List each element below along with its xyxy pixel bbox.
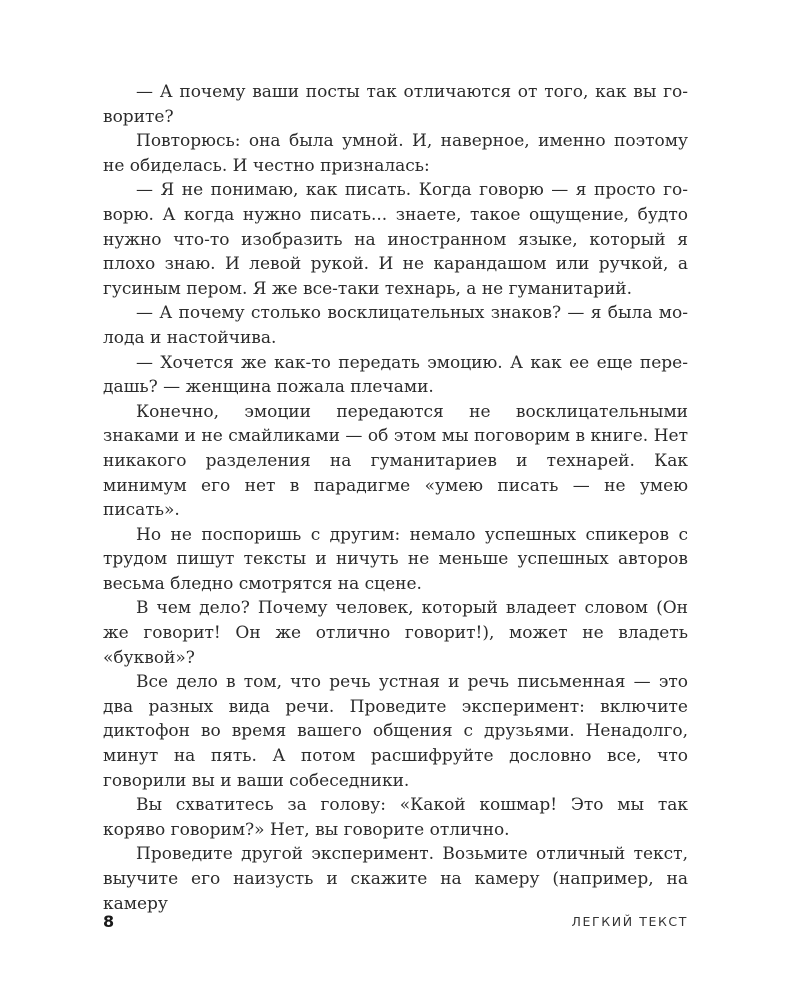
paragraph: — Хочется же как-то передать эмоцию. А как ее еще передашь? — женщина пожала плечами. [103, 352, 688, 398]
paragraph: — Я не понимаю, как писать. Когда говорю — я просто говорю. А когда нужно писать... знаете, такое ощущение, будто нужно что-то изобразить на иностранном языке, который я плохо знаю. И левой рукой. И не карандашом или ручкой, а гусиным пером. Я же все-таки технарь, а не гуманитарий. [103, 180, 688, 299]
paragraph: Проведите другой эксперимент. Возьмите отличный текст, выучите его наизусть и скажите на камеру (например, на камеру [103, 844, 688, 914]
running-title: ЛЕГКИЙ ТЕКСТ [571, 914, 688, 929]
paragraph: В чем дело? Почему человек, который владеет словом (Он же говорит! Он же отлично говорит!), может не владеть «буквой»? [103, 598, 688, 668]
paragraph: Повторюсь: она была умной. И, наверное, именно поэтому не обиделась. И честно призналась: [103, 131, 688, 176]
paragraph: — А почему ваши посты так отличаются от того, как вы говорите? [103, 82, 688, 127]
paragraph: — А почему столько восклицательных знаков? — я была молода и настойчива. [103, 303, 688, 348]
paragraph: Все дело в том, что речь устная и речь письменная — это два разных вида речи. Проведите эксперимент: включите диктофон во время вашего общения с друзьями. Ненадолго, минут на пять. А потом расшифруйте дословно все, что говорили вы и ваши собеседники. [103, 672, 688, 791]
page-number: 8 [103, 912, 115, 931]
body-text [103, 80, 688, 916]
paragraph: Вы схватитесь за голову: «Какой кошмар! Это мы так коряво говорим?» Нет, вы говорите отлично. [103, 795, 688, 840]
paragraph: Конечно, эмоции передаются не восклицательными знаками и не смайликами — об этом мы поговорим в книге. Нет никакого разделения на гуманитариев и технарей. Как минимум его нет в парадигме «умею писать — не умею писать». [103, 401, 688, 521]
paragraph: Но не поспоришь с другим: немало успешных спикеров с трудом пишут тексты и ничуть не меньше успешных авторов весьма бледно смотрятся на сцене. [103, 524, 688, 594]
